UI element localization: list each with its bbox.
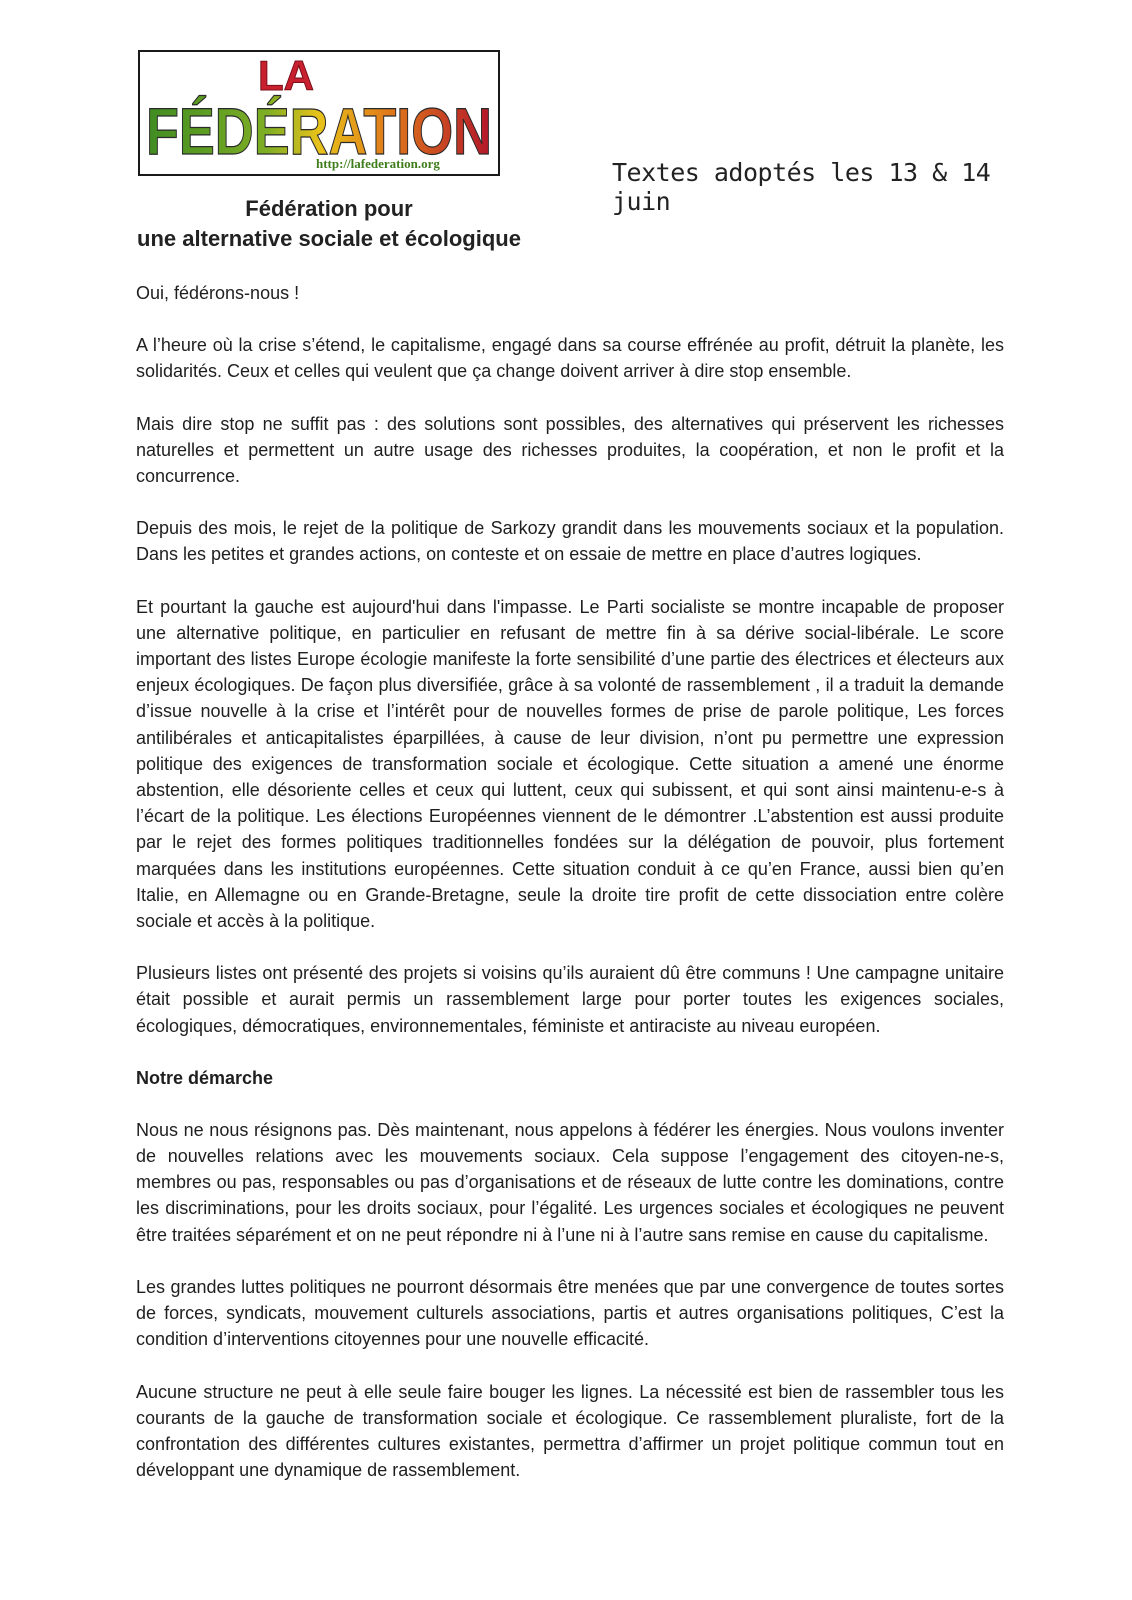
paragraph: Et pourtant la gauche est aujourd'hui dans l'impasse. Le Parti socialiste se montre incapable de proposer une alternative politique, en particulier en refusant de mettre fin à sa dérive social-libérale. Le score important des listes Europe écologie manifeste la forte sensibilité d’une partie des électrices et électeurs aux enjeux écologiques. De façon plus diversifiée, grâce à sa volonté de rassemblement , il a traduit la demande d’issue nouvelle à la crise et l’intérêt pour de nouvelles formes de prise de parole politique, Les forces antilibérales et anticapitalistes éparpillées, à cause de leur division, n’ont pu permettre une expression politique des exigences de transformation sociale et écologique. Cette situation a amené une énorme abstention, elle désoriente celles et ceux qui luttent, ceux qui subissent, et qui sont ainsi maintenu-e-s à l’écart de la politique. Les élections Européennes viennent de le démontrer .L’abstention est aussi produite par le rejet des formes politiques traditionnelles fondées sur la délégation de pouvoir, plus fortement marquées dans les institutions européennes. Cette situation conduit à ce qu’en France, aussi bien qu’en Italie, en Allemagne ou en Grande-Bretagne, seule la droite tire profit de cette dissociation entre colère sociale et accès à la politique. (136, 596, 1004, 932)
paragraph: Plusieurs listes ont présenté des projets si voisins qu’ils auraient dû être communs ! Une campagne unitaire était possible et aurait permis un rassemblement large pour porter toutes les exigences sociales, écologiques, démocratiques, environnementales, féministe et antiraciste au niveau européen. (136, 963, 1004, 1036)
organization-title-line2: une alternative sociale et écologique (137, 226, 521, 251)
organization-title-line1: Fédération pour (245, 196, 413, 221)
paragraph: Depuis des mois, le rejet de la politique de Sarkozy grandit dans les mouvements sociaux et la population. Dans les petites et grandes actions, on conteste et on essaie de mettre en place d’autres logiques. (136, 518, 1004, 565)
logo-wordmark: FÉDÉRATION (146, 94, 492, 168)
paragraph: A l’heure où la crise s’étend, le capitalisme, engagé dans sa course effrénée au profit, détruit la planète, les solidarités. Ceux et celles qui veulent que ça change doivent arriver à dire stop ensemble. (136, 335, 1004, 382)
paragraph: Les grandes luttes politiques ne pourront désormais être menées que par une convergence de toutes sortes de forces, syndicats, mouvement culturels associations, partis et autres organisations politiques, C’est la condition d’interventions citoyennes pour une nouvelle efficacité. (136, 1276, 1004, 1350)
logo-article: LA (258, 52, 314, 99)
adoption-date: Textes adoptés les 13 & 14 juin (612, 158, 991, 216)
paragraph: Mais dire stop ne suffit pas : des solutions sont possibles, des alternatives qui préservent les richesses naturelles et permettent un autre usage des richesses produites, la coopération, et non le profit et la concurrence. (136, 413, 1004, 487)
paragraph-intro: Oui, fédérons-nous ! (136, 283, 300, 303)
logo-url: http://lafederation.org (316, 156, 440, 171)
paragraph: Aucune structure ne peut à elle seule faire bouger les lignes. La nécessité est bien de rassembler tous les courants de la gauche de transformation sociale et écologique. Ce rassemblement pluraliste, fort de la confrontation des différentes cultures existantes, permettra d’affirmer un projet politique commun tout en développant une dynamique de rassemblement. (136, 1381, 1004, 1481)
section-heading: Notre démarche (136, 1067, 274, 1088)
document-body (136, 280, 1004, 1509)
paragraph: Nous ne nous résignons pas. Dès maintenant, nous appelons à fédérer les énergies. Nous voulons inventer de nouvelles relations avec les mouvements sociaux. Cela suppose l’engagement des citoyen-ne-s, membres ou pas, responsables ou pas d’organisations et de réseaux de lutte contre les dominations, contre les discriminations, pour les droits sociaux, pour l’égalité. Les urgences sociales et écologiques ne peuvent être traitées séparément et on ne peut répondre ni à l’une ni à l’autre sans remise en cause du capitalisme. (136, 1119, 1004, 1245)
federation-logo (138, 50, 500, 176)
organization-title (134, 194, 524, 254)
